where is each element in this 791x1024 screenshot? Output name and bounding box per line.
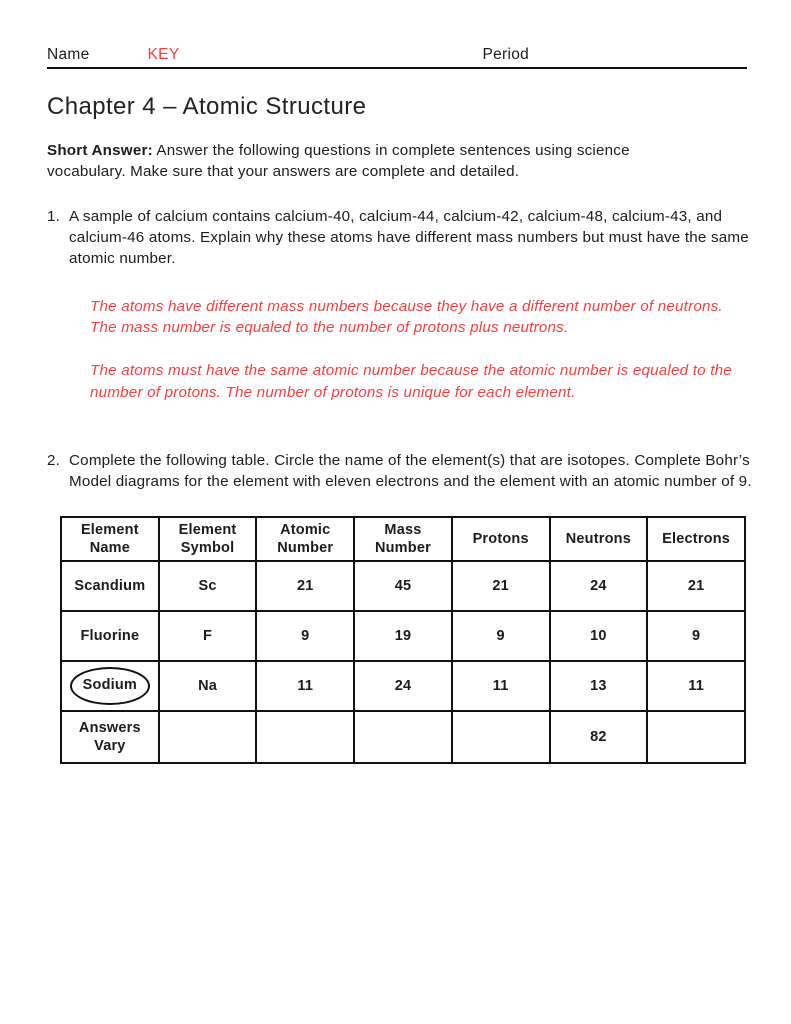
element-name-cell: Scandium bbox=[61, 561, 159, 611]
protons-cell: 21 bbox=[452, 561, 550, 611]
protons-cell bbox=[452, 711, 550, 763]
column-header-mass-number: Mass Number bbox=[354, 517, 452, 561]
element-name-cell: Answers Vary bbox=[61, 711, 159, 763]
question-2 bbox=[47, 451, 753, 493]
question-2-number: 2. bbox=[47, 452, 61, 470]
name-answer-key: KEY bbox=[147, 46, 180, 63]
page-title: Chapter 4 – Atomic Structure bbox=[47, 93, 367, 120]
neutrons-cell: 10 bbox=[550, 611, 648, 661]
question-1-answer-paragraph-1: The atoms have different mass numbers because they have a different number of neutrons. The mass number is equaled to the number of protons plus neutrons. bbox=[90, 297, 723, 337]
instructions-text: Answer the following questions in complete sentences using science vocabulary. Make sure that your answers are complete and detailed. bbox=[47, 142, 630, 180]
atomic-number-cell bbox=[256, 711, 354, 763]
name-period-line bbox=[47, 46, 747, 69]
column-header-neutrons: Neutrons bbox=[550, 517, 648, 561]
column-header-atomic-number: Atomic Number bbox=[256, 517, 354, 561]
mass-number-cell: 19 bbox=[354, 611, 452, 661]
element-name-cell: Fluorine bbox=[61, 611, 159, 661]
element-symbol-cell: Sc bbox=[159, 561, 257, 611]
element-table bbox=[60, 516, 746, 764]
atomic-number-cell: 21 bbox=[256, 561, 354, 611]
element-name-circled: Sodium bbox=[82, 677, 138, 694]
atomic-number-cell: 9 bbox=[256, 611, 354, 661]
mass-number-cell: 24 bbox=[354, 661, 452, 711]
column-header-electrons: Electrons bbox=[647, 517, 745, 561]
column-header-protons: Protons bbox=[452, 517, 550, 561]
electrons-cell: 9 bbox=[647, 611, 745, 661]
electrons-cell: 21 bbox=[647, 561, 745, 611]
column-header-element-name: Element Name bbox=[61, 517, 159, 561]
instructions bbox=[47, 141, 707, 183]
element-symbol-cell bbox=[159, 711, 257, 763]
protons-cell: 11 bbox=[452, 661, 550, 711]
mass-number-cell: 45 bbox=[354, 561, 452, 611]
element-symbol-cell: F bbox=[159, 611, 257, 661]
name-label: Name bbox=[47, 46, 90, 63]
period-label: Period bbox=[482, 46, 530, 63]
question-1-answer-paragraph-2: The atoms must have the same atomic number because the atomic number is equaled to the number of protons. The number of protons is unique for each element. bbox=[90, 362, 732, 401]
neutrons-cell: 13 bbox=[550, 661, 648, 711]
electrons-cell bbox=[647, 711, 745, 763]
mass-number-cell bbox=[354, 711, 452, 763]
table-row bbox=[61, 561, 745, 611]
question-2-text: Complete the following table. Circle the name of the element(s) that are isotopes. Complete Bohr’s Model diagrams for the element with eleven electrons and the element with an atomic number of 9. bbox=[69, 452, 752, 491]
table-row bbox=[61, 661, 745, 711]
column-header-element-symbol: Element Symbol bbox=[159, 517, 257, 561]
element-symbol-cell: Na bbox=[159, 661, 257, 711]
table-row bbox=[61, 611, 745, 661]
question-1-text: A sample of calcium contains calcium-40, calcium-44, calcium-42, calcium-48, calcium-43, and calcium-46 atoms. Explain why these atoms have different mass numbers but must have the same atomic number. bbox=[69, 207, 749, 267]
isotope-circle-annotation bbox=[70, 667, 150, 705]
question-1-number: 1. bbox=[47, 207, 61, 225]
atomic-number-cell: 11 bbox=[256, 661, 354, 711]
element-name-cell bbox=[61, 661, 159, 711]
table-header-row bbox=[61, 517, 745, 561]
neutrons-cell: 24 bbox=[550, 561, 648, 611]
question-1 bbox=[47, 207, 753, 270]
instructions-lead: Short Answer: bbox=[47, 142, 153, 159]
electrons-cell: 11 bbox=[647, 661, 745, 711]
table-row bbox=[61, 711, 745, 763]
protons-cell: 9 bbox=[452, 611, 550, 661]
neutrons-cell: 82 bbox=[550, 711, 648, 763]
